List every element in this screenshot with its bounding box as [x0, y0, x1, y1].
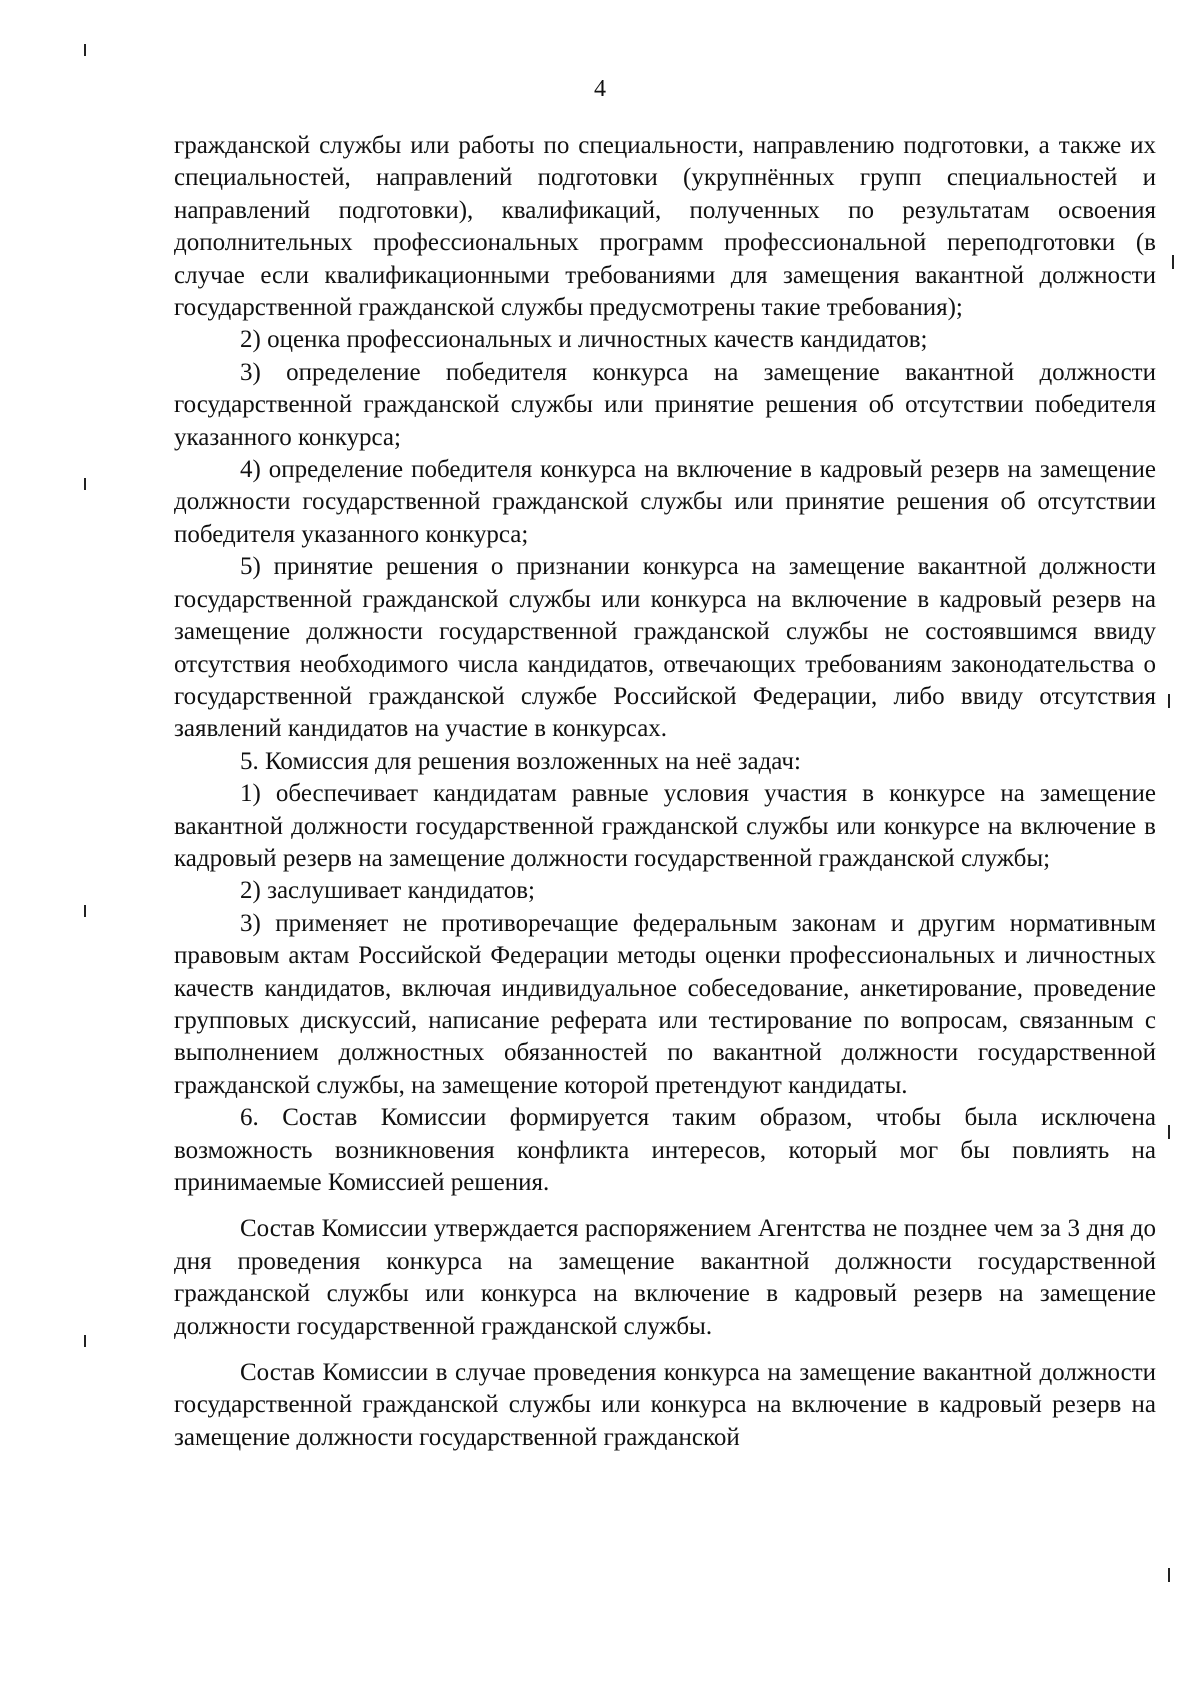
- scan-mark-right-3: [1168, 1125, 1170, 1139]
- paragraph-item-5-failed-contest: 5) принятие решения о признании конкурса на замещение вакантной должности государственной гражданской службы или конкурса на включение в кадровый резерв на замещение должности государственной гражданской службы не состоявшимся ввиду отсутствия необходимого числа кандидатов, отвечающих требованиям законодательства о государственной гражданской службе Российской Федерации, либо ввиду отсутствия заявлений кандидатов на участие в конкурсах.: [174, 553, 1156, 743]
- paragraph-section-6-composition: 6. Состав Комиссии формируется таким образом, чтобы была исключена возможность возникновения конфликта интересов, который мог бы повлиять на принимаемые Комиссией решения.: [174, 1104, 1156, 1196]
- paragraph-item-3-winner-vacancy: 3) определение победителя конкурса на замещение вакантной должности государственной гражданской службы или принятие решения об отсутствии победителя указанного конкурса;: [174, 358, 1156, 451]
- paragraph-continuation: гражданской службы или работы по специальности, направлению подготовки, а также их специальностей, направлений подготовки (укрупнённых групп специальностей и направлений подготовки), квалификаций, полученных по результатам освоения дополнительных профессиональных программ профессиональной переподготовки (в случае если квалификационными требованиями для замещения вакантной должности государственной гражданской службы предусмотрены такие требования);: [174, 132, 1156, 322]
- paragraph-item-2-evaluation: 2) оценка профессиональных и личностных качеств кандидатов;: [240, 326, 928, 354]
- paragraph-duty-2-hearing: 2) заслушивает кандидатов;: [240, 877, 535, 905]
- paragraph-item-4-winner-reserve: 4) определение победителя конкурса на включение в кадровый резерв на замещение должности государственной гражданской службы или принятие решения об отсутствии победителя указанного конкурса;: [174, 456, 1156, 548]
- paragraph-composition-case: Состав Комиссии в случае проведения конкурса на замещение вакантной должности государственной гражданской службы или конкурса на включение в кадровый резерв на замещение должности государственной гражданской: [174, 1359, 1156, 1451]
- document-body: [174, 130, 1156, 1454]
- scan-mark-right-4: [1168, 1568, 1170, 1582]
- scan-mark-left-3: [84, 905, 86, 917]
- scan-mark-left-2: [84, 478, 86, 490]
- paragraph-duty-1-equal-conditions: 1) обеспечивает кандидатам равные условия участия в конкурсе на замещение вакантной должности государственной гражданской службы или конкурсе на включение в кадровый резерв на замещение должности государственной гражданской службы;: [174, 780, 1156, 872]
- scan-mark-right-2: [1168, 694, 1170, 708]
- page-number: 4: [594, 76, 606, 102]
- paragraph-duty-3-methods: 3) применяет не противоречащие федеральным законам и другим нормативным правовым актам Российской Федерации методы оценки профессиональных и личностных качеств кандидатов, включая индивидуальное собеседование, анкетирование, проведение групповых дискуссий, написание реферата или тестирование по вопросам, связанным с выполнением должностных обязанностей по вакантной должности государственной гражданской службы, на замещение которой претендуют кандидаты.: [174, 909, 1156, 1099]
- paragraph-composition-approval: Состав Комиссии утверждается распоряжением Агентства не позднее чем за 3 дня до дня проведения конкурса на замещение вакантной должности государственной гражданской службы или конкурса на включение в кадровый резерв на замещение должности государственной гражданской службы.: [174, 1215, 1156, 1340]
- scan-mark-left-1: [84, 44, 86, 56]
- scan-mark-right-1: [1172, 255, 1174, 269]
- paragraph-section-5-heading: 5. Комиссия для решения возложенных на неё задач:: [240, 747, 801, 775]
- scan-mark-left-4: [84, 1335, 86, 1347]
